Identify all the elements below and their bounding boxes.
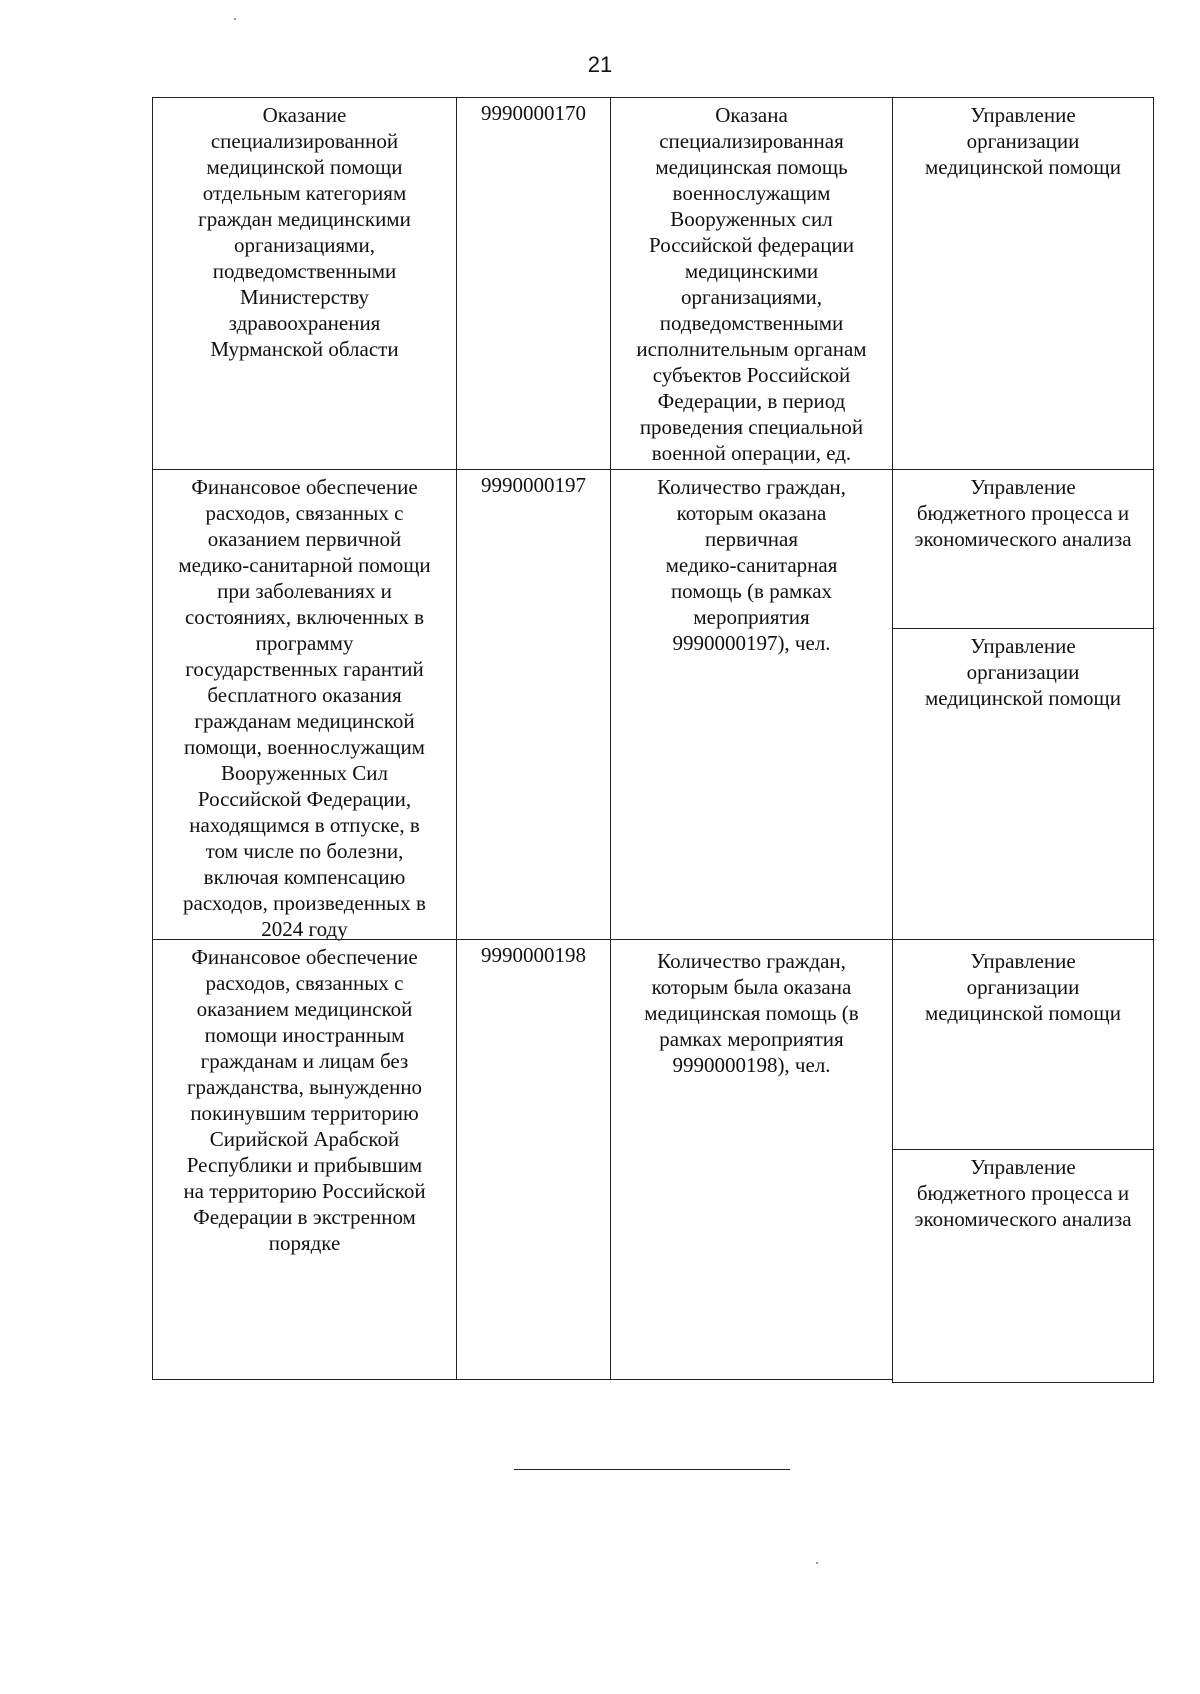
activity-code-cell: 9990000198 xyxy=(456,939,610,1380)
department-cell: Управление организации медицинской помощи xyxy=(892,628,1154,939)
activity-code-cell: 9990000170 xyxy=(456,97,610,469)
department-cell: Управление организации медицинской помощи xyxy=(892,939,1154,1149)
department-cell: Управление бюджетного процесса и экономического анализа xyxy=(892,469,1154,628)
department-cell: Управление бюджетного процесса и экономического анализа xyxy=(892,1149,1154,1383)
activity-name-cell: Оказание специализированной медицинской помощи отдельным категориям граждан медицинскими организациями, подведомственными Министерству здравоохранения Мурманской области xyxy=(152,97,456,469)
activity-name-cell: Финансовое обеспечение расходов, связанных с оказанием медицинской помощи иностранным гражданам и лицам без гражданства, вынужденно покинувшим территорию Сирийской Арабской Республики и прибывшим на территорию Российской Федерации в экстренном порядке xyxy=(152,939,456,1380)
activities-table xyxy=(152,97,1152,1385)
activity-code-cell: 9990000197 xyxy=(456,469,610,939)
scan-speck xyxy=(816,1562,818,1564)
indicator-cell: Количество граждан, которым была оказана медицинская помощь (в рамках мероприятия 9990000198), чел. xyxy=(610,939,892,1380)
page-number: 21 xyxy=(587,52,613,77)
activity-name-cell: Финансовое обеспечение расходов, связанных с оказанием первичной медико-санитарной помощи при заболеваниях и состояниях, включенных в программу государственных гарантий бесплатного оказания гражданам медицинской помощи, военнослужащим Вооруженных Сил Российской Федерации, находящимся в отпуске, в том числе по болезни, включая компенсацию расходов, произведенных в 2024 году xyxy=(152,469,456,939)
indicator-cell: Оказана специализированная медицинская помощь военнослужащим Вооруженных сил Российской федерации медицинскими организациями, подведомственными исполнительным органам субъектов Российской Федерации, в период проведения специальной военной операции, ед. xyxy=(610,97,892,469)
end-of-document-line xyxy=(514,1469,790,1470)
indicator-cell: Количество граждан, которым оказана первичная медико-санитарная помощь (в рамках мероприятия 9990000197), чел. xyxy=(610,469,892,939)
department-cell: Управление организации медицинской помощи xyxy=(892,97,1154,469)
scan-speck xyxy=(234,18,236,20)
